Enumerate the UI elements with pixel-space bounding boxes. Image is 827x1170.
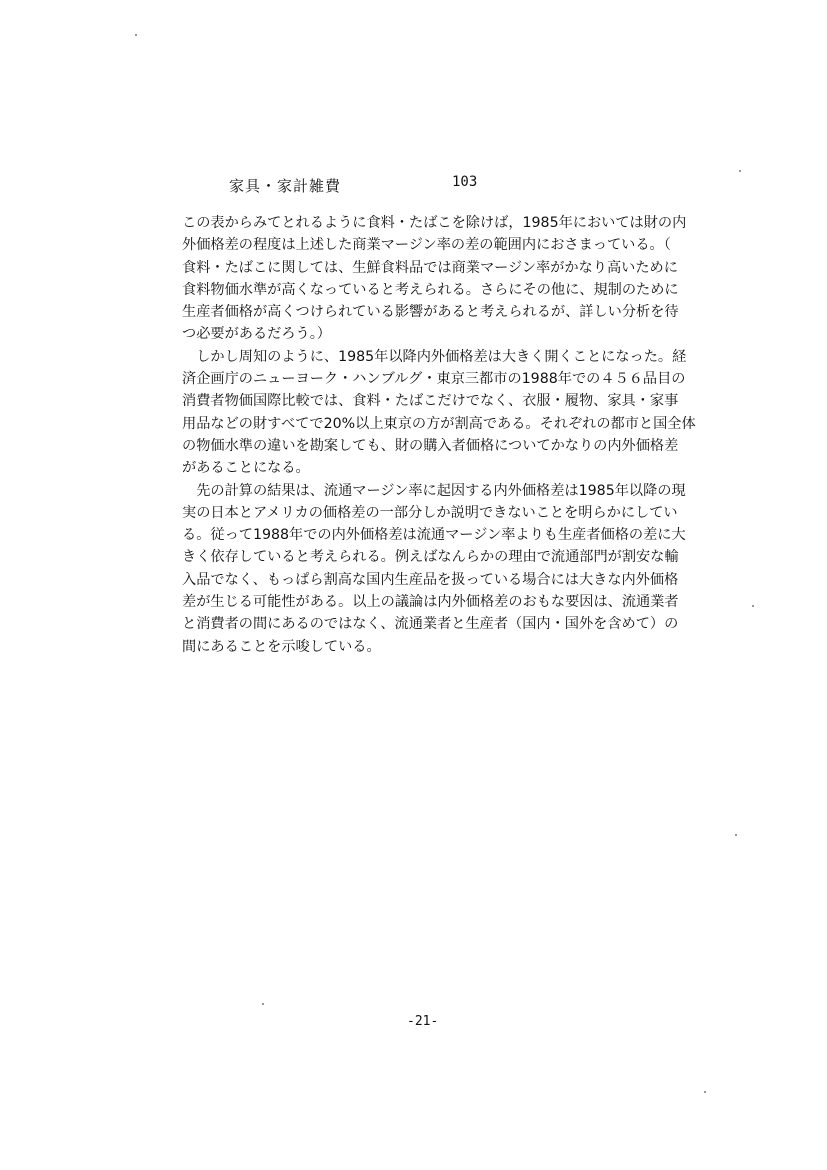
body-line: 生産者価格が高くつけられている影響があると考えられるが、詳しい分析を待 [182,304,679,321]
scan-speck [135,34,137,36]
body-line: 間にあることを示唆している。 [182,638,381,655]
body-line: しかし周知のように、1985年以降内外価格差は大きく開くことになった。経 [182,348,687,365]
body-line: 外価格差の程度は上述した商業マージン率の差の範囲内におさまっている。（ [182,237,671,254]
body-line: があることになる。 [182,460,310,477]
body-line: 先の計算の結果は、流通マージン率に起因する内外価格差は1985年以降の現 [182,482,686,499]
scan-speck [739,170,741,172]
section-header-code: 103 [452,174,478,190]
body-line: 用品などの財すべてで20%以上東京の方が割高である。それぞれの都市と国全体 [182,415,696,432]
body-line: 食料物価水準が高くなっていると考えられる。さらにその他に、規制のために [182,281,679,298]
body-line: 食料・たばこに関しては、生鮮食料品では商業マージン率がかなり高いために [182,259,678,276]
scan-speck [704,1091,706,1093]
body-line: と消費者の間にあるのではなく、流通業者と生産者（国内・国外を含めて）の [182,616,679,633]
body-line: つ必要があるだろう。） [182,326,331,343]
body-line: の物価水準の違いを勘案しても、財の購入者価格についてかなりの内外価格差 [182,437,679,454]
scan-speck [735,834,737,836]
body-text [182,212,718,658]
body-line: 済企画庁のニューヨーク・ハンブルグ・東京三都市の1988年での４５６品目の [182,371,686,388]
body-line: る。従って1988年での内外価格差は流通マージン率よりも生産者価格の差に大 [182,527,686,544]
scan-speck [262,1003,264,1005]
body-line: 実の日本とアメリカの価格差の一部分しか説明できないことを明らかにしてい [182,504,678,521]
body-line: 消費者物価国際比較では、食料・たばこだけでなく、衣服・履物、家具・家事 [182,393,679,410]
scan-speck [752,605,754,607]
page-number: -21- [407,1014,439,1029]
body-line: この表からみてとれるように食料・たばこを除けば，1985年においては財の内 [182,215,687,231]
body-line: きく依存していると考えられる。例えばなんらかの理由で流通部門が割安な輸 [182,549,679,566]
body-line: 差が生じる可能性がある。以上の議論は内外価格差のおもな要因は、流通業者 [182,594,679,611]
section-header-title: 家具・家計雑費 [229,177,342,195]
body-line: 入品でなく、もっぱら割高な国内生産品を扱っている場合には大きな内外価格 [182,571,679,588]
